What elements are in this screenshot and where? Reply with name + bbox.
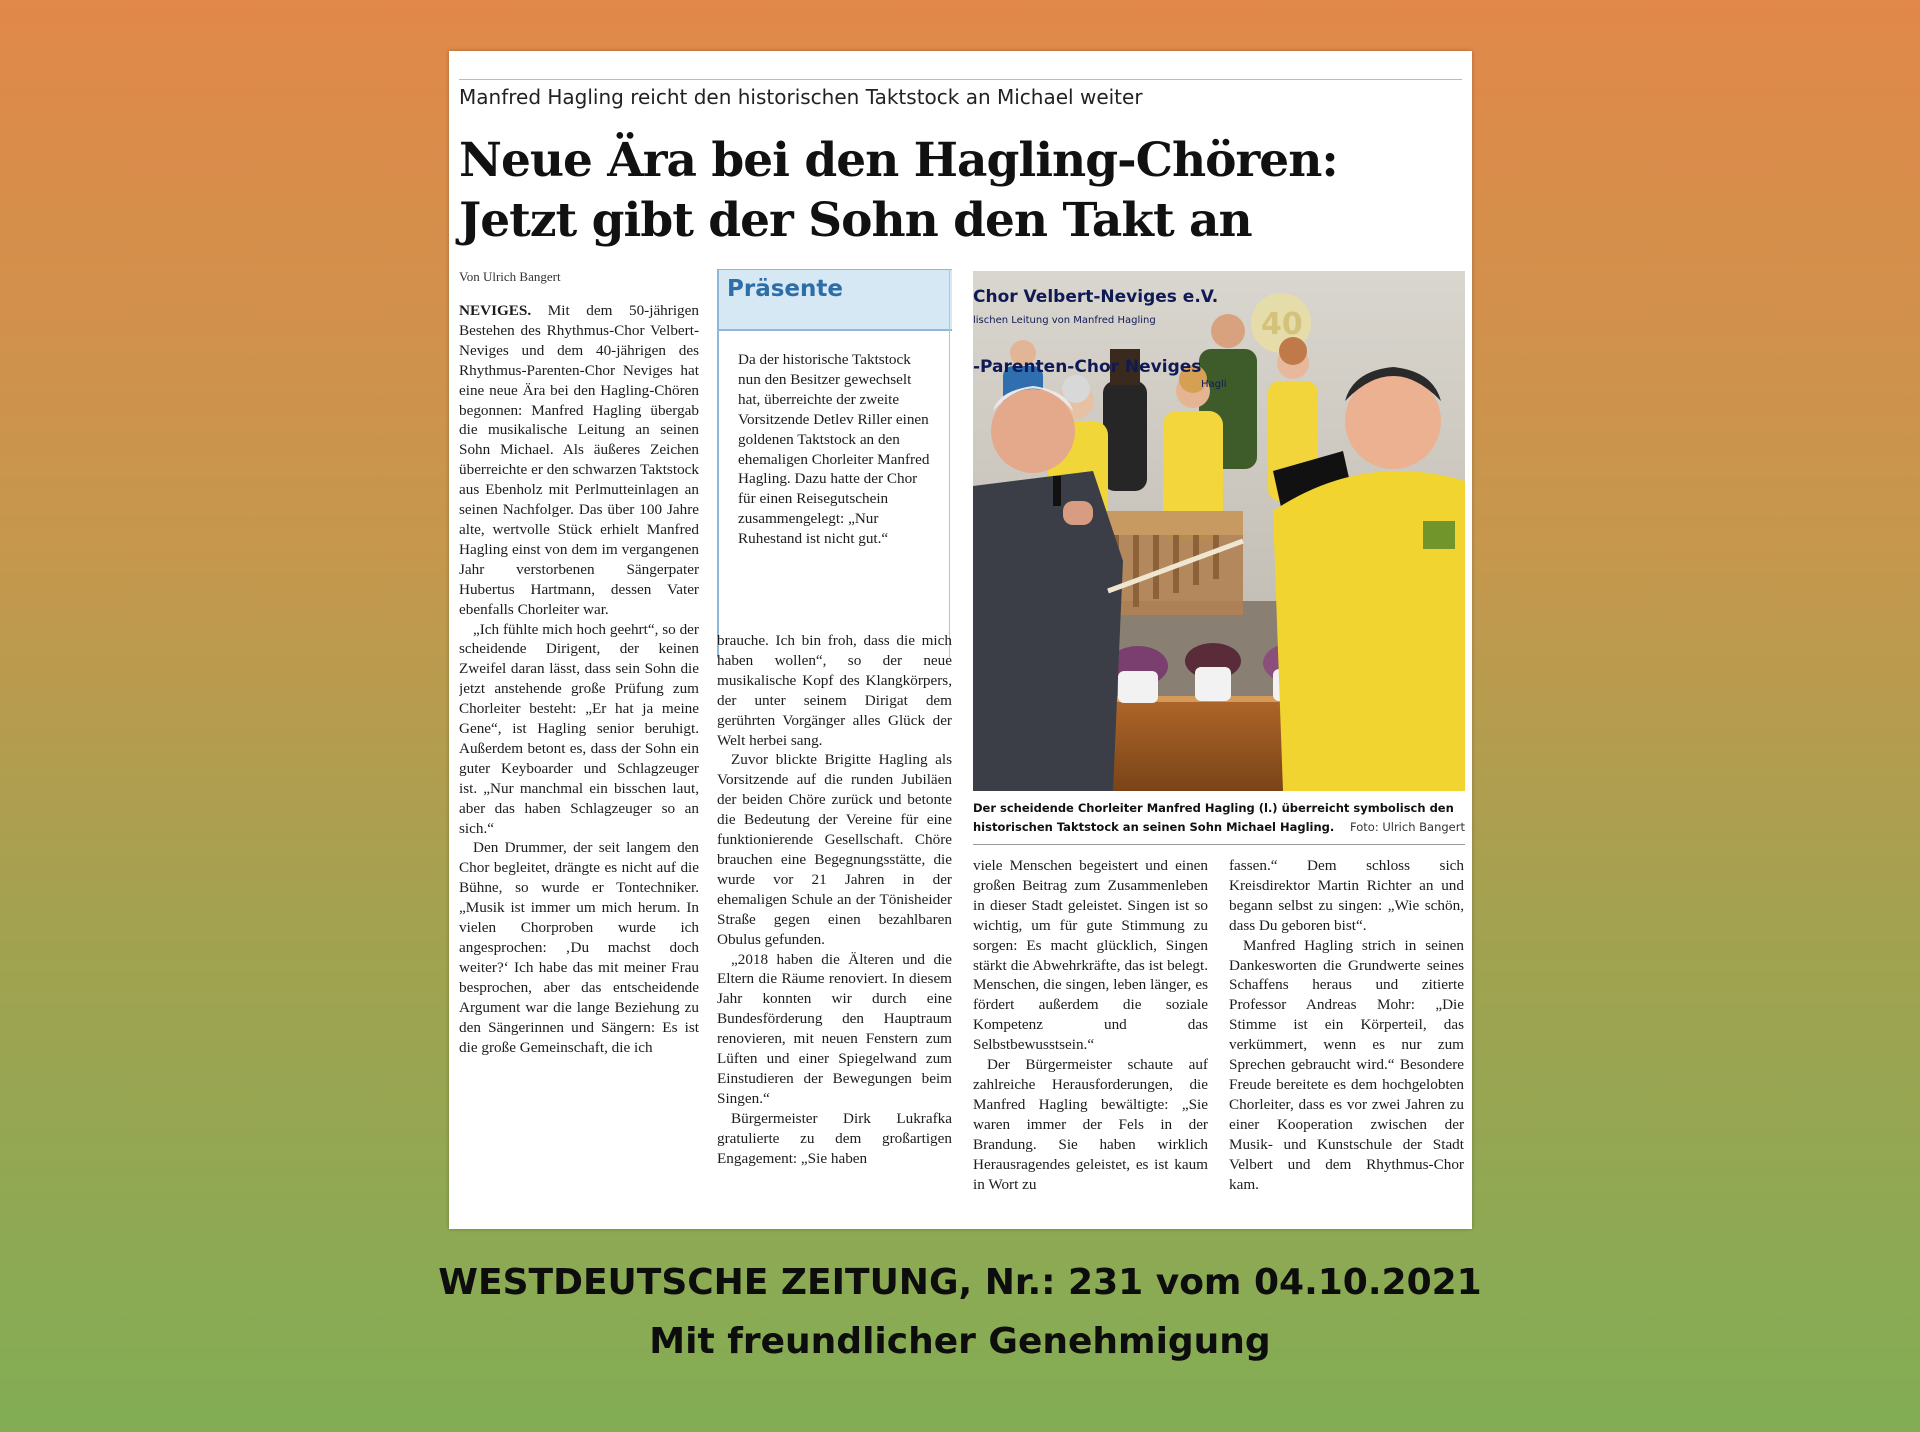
sidebar-text: Da der historische Taktstock nun den Besitzer gewechselt hat, überreichte der zweite Vorsitzende Detlev Riller einen goldenen Taktstock an den ehemaligen Chorleiter Manfred Hagling. Dazu hatte der Chor für einen Reisegutschein zusammengelegt: „Nur Ruhestand ist nicht gut.“ — [738, 351, 930, 548]
article-kicker: Manfred Hagling reicht den historischen Taktstock an Michael weiter — [459, 85, 1143, 109]
dateline: NEVIGES. — [459, 302, 532, 319]
paragraph: Der Bürgermeister schaute auf zahlreiche Herausforderungen, die Manfred Hagling bewältigte: „Sie waren immer der Fels in der Brandung. Sie haben wirklich Herausragendes geleistet, es ist kaum in Wort zu — [973, 1056, 1208, 1193]
paragraph: brauche. Ich bin froh, dass die mich haben wollen“, so der neue musikalische Kopf des Klangkörpers, der unter seinem Dirigat dem gerührten Vorgänger alles Glück der Welt herbei sang. — [717, 632, 952, 749]
photo-sign-line-1: Chor Velbert-Neviges e.V. — [973, 287, 1219, 307]
photo-sign-line-3: -Parenten-Chor Neviges — [973, 357, 1202, 377]
paragraph: Zuvor blickte Brigitte Hagling als Vorsitzende auf die runden Jubiläen der beiden Chöre zurück und betonte die Bedeutung der Vereine für eine funktionierende Gesellschaft. Chöre brauchen eine Begegnungsstätte, die wurde vor 21 Jahren in der ehemaligen Schule an der Tönisheider Straße gegen einen bezahlbaren Obulus gefunden. — [717, 751, 952, 948]
paragraph-text: Mit dem 50-jährigen Bestehen des Rhythmus-Chor Velbert-Neviges und dem 40-jährigen des Rhythmus-Parenten-Chor Neviges hat eine neue Ära bei den Hagling-Chören begonnen: Manfred Hagling übergab die musikalische Leitung an seinen Sohn Michael. Als äußeres Zeichen überreichte er den schwarzen Taktstock aus Ebenholz mit Perlmutteinlagen an seinen Nachfolger. Das über 100 Jahre alte, wertvolle Stück erhielt Manfred Hagling einst von dem im vergangenen Jahr verstorbenen Sängerpater Hubertus Hartmann, dessen Vater ebenfalls Chorleiter war. — [459, 302, 699, 618]
photo-illustration — [973, 271, 1465, 791]
sidebar-header — [719, 269, 952, 331]
article-photo — [973, 271, 1465, 791]
paragraph — [459, 301, 699, 620]
photo-credit: Foto: Ulrich Bangert — [1350, 820, 1465, 834]
paragraph: Bürgermeister Dirk Lukrafka gratulierte zu dem großartigen Engagement: „Sie haben — [717, 1109, 952, 1167]
permission-note: Mit freundlicher Genehmigung — [649, 1321, 1271, 1362]
sidebar-border — [949, 269, 950, 658]
photo-caption — [973, 799, 1465, 837]
photo-sign-line-2: lischen Leitung von Manfred Hagling — [973, 315, 1156, 326]
photo-sign-line-4: Hagli — [1201, 379, 1227, 390]
anniversary-number: 40 — [1261, 307, 1303, 342]
sidebar-box — [717, 269, 954, 658]
article-column-4 — [1229, 856, 1464, 1221]
paragraph: fassen.“ Dem schloss sich Kreisdirektor Martin Richter an und begann selbst zu singen: „Wie schön, dass Du geboren bist“. — [1229, 857, 1464, 934]
xylophone — [1103, 511, 1243, 615]
caption-rule — [973, 844, 1465, 845]
newspaper-clipping — [449, 51, 1472, 1229]
source-citation: WESTDEUTSCHE ZEITUNG, Nr.: 231 vom 04.10.2021 — [438, 1262, 1482, 1303]
article-headline — [459, 131, 1459, 251]
paragraph: Manfred Hagling strich in seinen Dankesworten die Grundwerte seines Schaffens heraus und zitierte Professor Andreas Mohr: „Die Stimme ist ein Körperteil, das verkümmert, wenn es nur zum Sprechen gebraucht wird.“ Besondere Freude bereitete es dem hochgelobten Chorleiter, dass es vor zwei Jahren zu einer Kooperation zwischen der Musik- und Kunstschule der Stadt Velbert und dem Rhythmus-Chor kam. — [1229, 936, 1464, 1193]
article-byline: Von Ulrich Bangert — [459, 269, 561, 284]
article-column-1 — [459, 301, 699, 1221]
article-column-2 — [717, 631, 952, 1221]
article-column-3 — [973, 856, 1208, 1221]
paragraph: „Ich fühlte mich hoch geehrt“, so der scheidende Dirigent, der keinen Zweifel daran lässt, dass sein Sohn die jetzt anstehende große Prüfung zum Chorleiter besteht: „Er hat ja meine Gene“, ist Hagling senior beruhigt. Außerdem betont es, dass der Sohn ein guter Keyboarder und Schlagzeuger ist. „Nur manchmal ein bisschen laut, aber das haben Schlagzeuger so an sich.“ — [459, 620, 699, 837]
headline-line-2: Jetzt gibt der Sohn den Takt an — [459, 193, 1252, 248]
kicker-rule — [459, 79, 1462, 80]
paragraph: viele Menschen begeistert und einen großen Beitrag zum Zusammenleben in dieser Stadt geleistet. Singen ist so wichtig, um für gute Stimmung zu sorgen: Es macht glücklich, Singen stärkt die Abwehrkräfte, das ist belegt. Menschen, die singen, leben länger, es fördert außerdem die soziale Kompetenz und das Selbstbewusstsein.“ — [973, 857, 1208, 1054]
caption-text: Der scheidende Chorleiter Manfred Hagling (l.) überreicht symbolisch den historischen Taktstock an seinen Sohn Michael Hagling. — [973, 801, 1454, 834]
sidebar-title: Präsente — [727, 276, 843, 302]
headline-line-1: Neue Ära bei den Hagling-Chören: — [459, 133, 1338, 188]
paragraph: „2018 haben die Älteren und die Eltern die Räume renoviert. In diesem Jahr konnten wir durch eine Bundesförderung den Hauptraum renovieren, mit neuen Fenstern zum Lüften und einer Spiegelwand zum Einstudieren der Bewegungen beim Singen.“ — [717, 950, 952, 1107]
paragraph: Den Drummer, der seit langem den Chor begleitet, drängte es nicht auf die Bühne, so wurde er Tontechniker. „Musik ist immer um mich herum. In vielen Chorproben wurde ich angesprochen: ‚Du machst doch weiter?‘ Ich habe das mit meiner Frau besprochen, aber das entscheidende Argument war die lange Beziehung zu den Sängerinnen und Sängern: Es ist die große Gemeinschaft, die ich — [459, 839, 699, 1056]
